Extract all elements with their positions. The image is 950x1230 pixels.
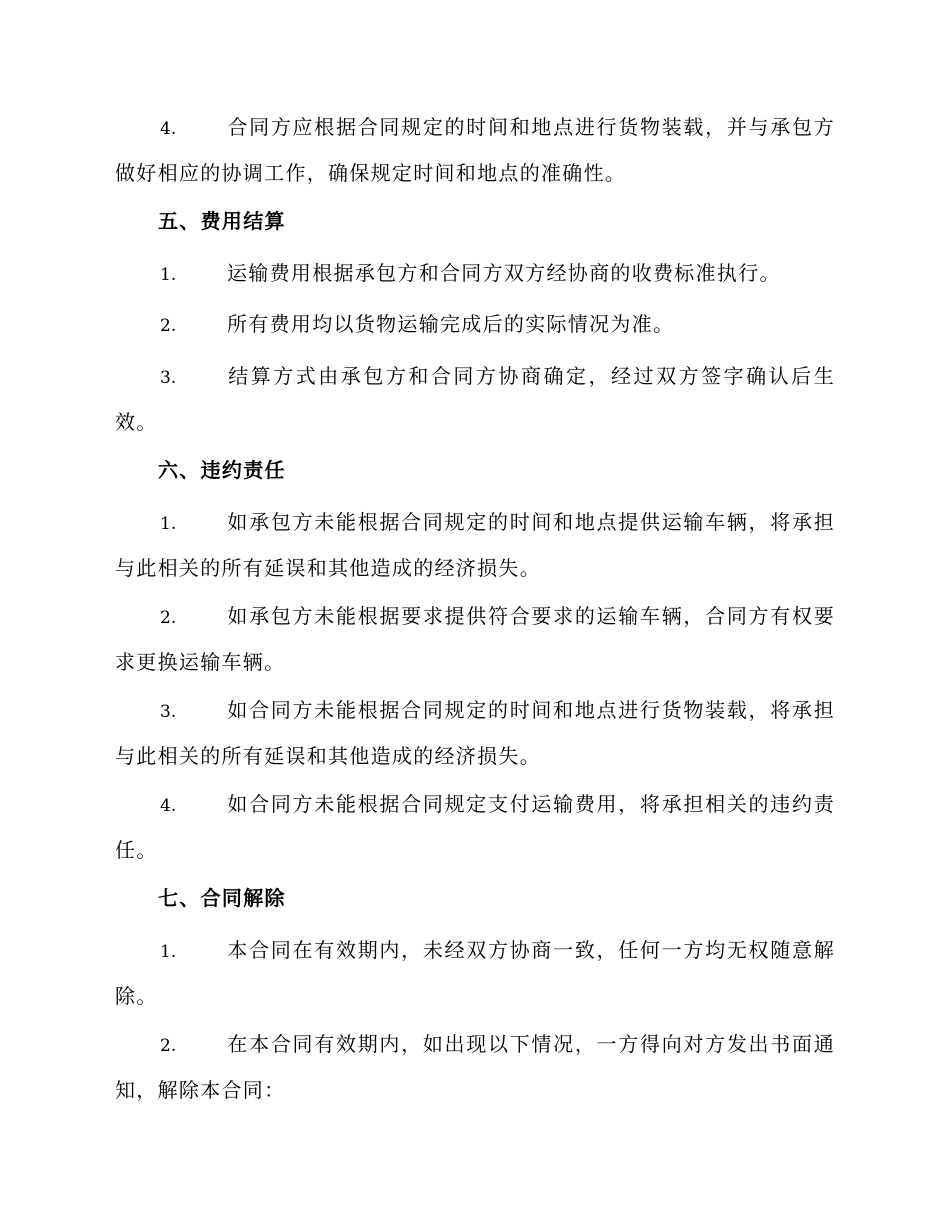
clause-text: 如合同方未能根据合同规定的时间和地点进行货物装载，将承担与此相关的所有延误和其他造成的经济损失。 xyxy=(115,698,835,768)
clause-number: 1. xyxy=(160,265,177,285)
clause-item xyxy=(115,354,835,444)
clause-text: 所有费用均以货物运输完成后的实际情况为准。 xyxy=(227,312,675,336)
clause-number: 3. xyxy=(160,368,177,388)
clause-number: 3. xyxy=(160,702,177,722)
clause-number: 2. xyxy=(160,1036,177,1056)
clause-text: 运输费用根据承包方和合同方双方经协商的收费标准执行。 xyxy=(227,261,781,285)
clause-item xyxy=(115,251,835,297)
section-heading: 六、违约责任 xyxy=(158,458,286,482)
clause-text: 如承包方未能根据合同规定的时间和地点提供运输车辆，将承担与此相关的所有延误和其他造成的经济损失。 xyxy=(115,510,835,580)
clause-item xyxy=(115,302,835,348)
clause-item xyxy=(115,500,835,590)
clause-text: 如承包方未能根据要求提供符合要求的运输车辆，合同方有权要求更换运输车辆。 xyxy=(115,604,835,674)
clause-item xyxy=(115,594,835,684)
section-heading: 五、费用结算 xyxy=(158,209,286,233)
clause-text: 结算方式由承包方和合同方协商确定，经过双方签字确认后生效。 xyxy=(115,364,835,434)
clause-number: 4. xyxy=(160,796,177,816)
clause-item xyxy=(115,105,835,195)
section-heading: 七、合同解除 xyxy=(158,886,286,910)
clause-number: 1. xyxy=(160,942,177,962)
clause-number: 4. xyxy=(160,119,177,139)
clause-text: 在本合同有效期内，如出现以下情况，一方得向对方发出书面通知，解除本合同： xyxy=(115,1032,835,1102)
clause-item xyxy=(115,782,835,872)
clause-text: 本合同在有效期内，未经双方协商一致，任何一方均无权随意解除。 xyxy=(115,938,835,1008)
clause-number: 2. xyxy=(160,316,177,336)
clause-text: 如合同方未能根据合同规定支付运输费用，将承担相关的违约责任。 xyxy=(115,792,835,862)
clause-item xyxy=(115,688,835,778)
clause-number: 1. xyxy=(160,514,177,534)
clause-text: 合同方应根据合同规定的时间和地点进行货物装载，并与承包方做好相应的协调工作，确保规定时间和地点的准确性。 xyxy=(115,115,835,185)
clause-item xyxy=(115,928,835,1018)
clause-number: 2. xyxy=(160,608,177,628)
clause-item xyxy=(115,1022,835,1112)
